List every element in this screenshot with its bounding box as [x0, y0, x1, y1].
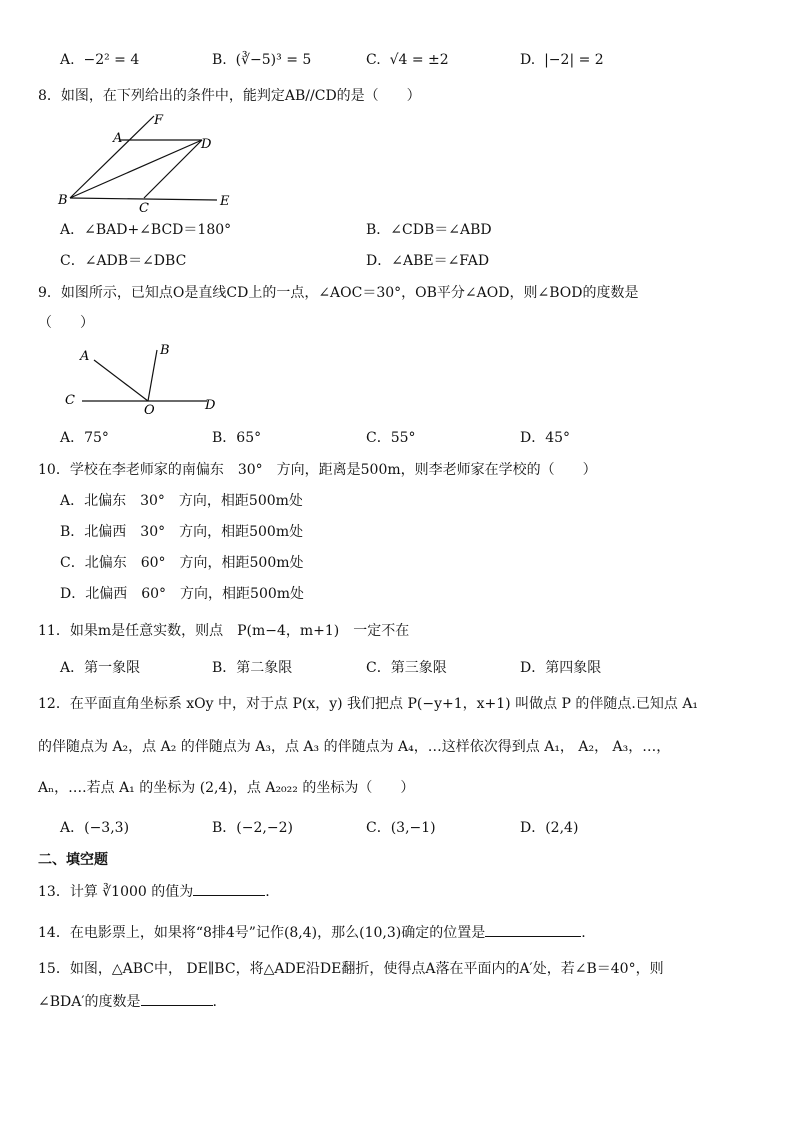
q9-line-oa [94, 360, 148, 401]
q7-option-a: A. −2² = 4 [60, 52, 140, 68]
q7-option-d-expr: |−2| = 2 [544, 52, 604, 68]
q8-line-bf [70, 116, 154, 198]
q13-period: . [265, 884, 270, 900]
q8-label-e: E [220, 194, 230, 209]
q8-line-cd [144, 140, 202, 198]
q7-option-d: D. |−2| = 2 [520, 52, 604, 68]
q8-line-bd [70, 140, 202, 198]
q8-option-c: C．∠ADB＝∠DBC [60, 253, 187, 269]
q9-label-d: D [205, 398, 216, 413]
q8-stem: 8．如图，在下列给出的条件中，能判定AB//CD的是（ ） [38, 88, 421, 104]
q11-option-a: A．第一象限 [60, 660, 141, 676]
q9-option-d: D．45° [520, 430, 571, 446]
q15-line1: 15．如图，△ABC中， DE∥BC，将△ADE沿DE翻折，使得点A落在平面内的A′处，若∠B＝40°，则 [38, 961, 664, 977]
section-title: 二、填空题 [38, 852, 108, 868]
q9-stem-cont: （ ） [38, 315, 94, 331]
q14-period: . [581, 925, 586, 941]
q7-option-c-expr: √4 = ±2 [389, 52, 449, 68]
q12-option-c: C．(3,−1) [366, 820, 436, 836]
q10-option-b: B．北偏西 30° 方向，相距500m处 [60, 524, 304, 540]
q13-text: 13．计算 ∛1000 的值为 [38, 884, 194, 900]
q9-figure [62, 338, 232, 418]
q11-option-c: C．第三象限 [366, 660, 447, 676]
q9-option-b: B．65° [212, 430, 262, 446]
q12-line2: 的伴随点为 A₂，点 A₂ 的伴随点为 A₃，点 A₃ 的伴随点为 A₄，…这样依次得到点 A₁， A₂， A₃，…， [38, 739, 671, 755]
q15-period: . [212, 994, 217, 1010]
q13-answer-blank[interactable] [193, 881, 265, 896]
q9-option-a: A．75° [60, 430, 109, 446]
q14-answer-blank[interactable] [485, 922, 581, 937]
q8-option-d: D．∠ABE＝∠FAD [366, 253, 490, 269]
q7-option-b-expr: (∛−5)³ = 5 [235, 52, 312, 68]
q10-option-d: D．北偏西 60° 方向，相距500m处 [60, 586, 305, 602]
q7-option-a-expr: −2² = 4 [83, 52, 140, 68]
q11-option-d: D．第四象限 [520, 660, 602, 676]
q8-label-d: D [201, 137, 212, 152]
q9-stem: 9．如图所示，已知点O是直线CD上的一点，∠AOC＝30°，OB平分∠AOD，则∠BOD的度数是 [38, 285, 639, 301]
q9-label-c: C [65, 393, 75, 408]
q10-option-c: C．北偏东 60° 方向，相距500m处 [60, 555, 304, 571]
q9-option-c: C．55° [366, 430, 416, 446]
q14 [38, 922, 586, 943]
q15-answer-blank[interactable] [141, 991, 213, 1006]
q9-label-a: A [80, 349, 90, 364]
q12-line3: Aₙ，….若点 A₁ 的坐标为 (2,4)，点 A₂₀₂₂ 的坐标为（ ） [38, 780, 415, 796]
q8-label-c: C [139, 201, 149, 215]
q10-option-a: A．北偏东 30° 方向，相距500m处 [60, 493, 303, 509]
q8-option-a: A．∠BAD+∠BCD＝180° [60, 222, 232, 238]
q15-text: ∠BDA′的度数是 [38, 994, 141, 1010]
q7-option-c: C. √4 = ±2 [366, 52, 449, 68]
q8-line-be [70, 198, 217, 200]
q9-label-b: B [160, 343, 170, 358]
q12-option-b: B．(−2,−2) [212, 820, 293, 836]
q9-label-o: O [144, 403, 155, 418]
q8-option-b: B．∠CDB＝∠ABD [366, 222, 492, 238]
q12-option-d: D．(2,4) [520, 820, 579, 836]
q8-label-f: F [154, 113, 164, 128]
q12-option-a: A．(−3,3) [60, 820, 130, 836]
q14-text: 14．在电影票上，如果将“8排4号”记作(8,4)，那么(10,3)确定的位置是 [38, 925, 486, 941]
q11-stem: 11．如果m是任意实数，则点 P(m−4，m+1) 一定不在 [38, 623, 410, 639]
q12-line1: 12．在平面直角坐标系 xOy 中，对于点 P(x，y) 我们把点 P(−y+1，x+1) 叫做点 P 的伴随点.已知点 A₁ [38, 696, 699, 712]
q8-label-b: B [58, 193, 68, 208]
q15-line2 [38, 991, 217, 1012]
q10-stem: 10．学校在李老师家的南偏东 30° 方向，距离是500m，则李老师家在学校的（ ） [38, 462, 597, 478]
q7-option-b: B. (∛−5)³ = 5 [212, 52, 312, 68]
q8-figure [52, 110, 252, 215]
q11-option-b: B．第二象限 [212, 660, 293, 676]
q13 [38, 881, 270, 902]
q8-label-a: A [113, 131, 123, 146]
q9-line-ob [148, 350, 157, 401]
